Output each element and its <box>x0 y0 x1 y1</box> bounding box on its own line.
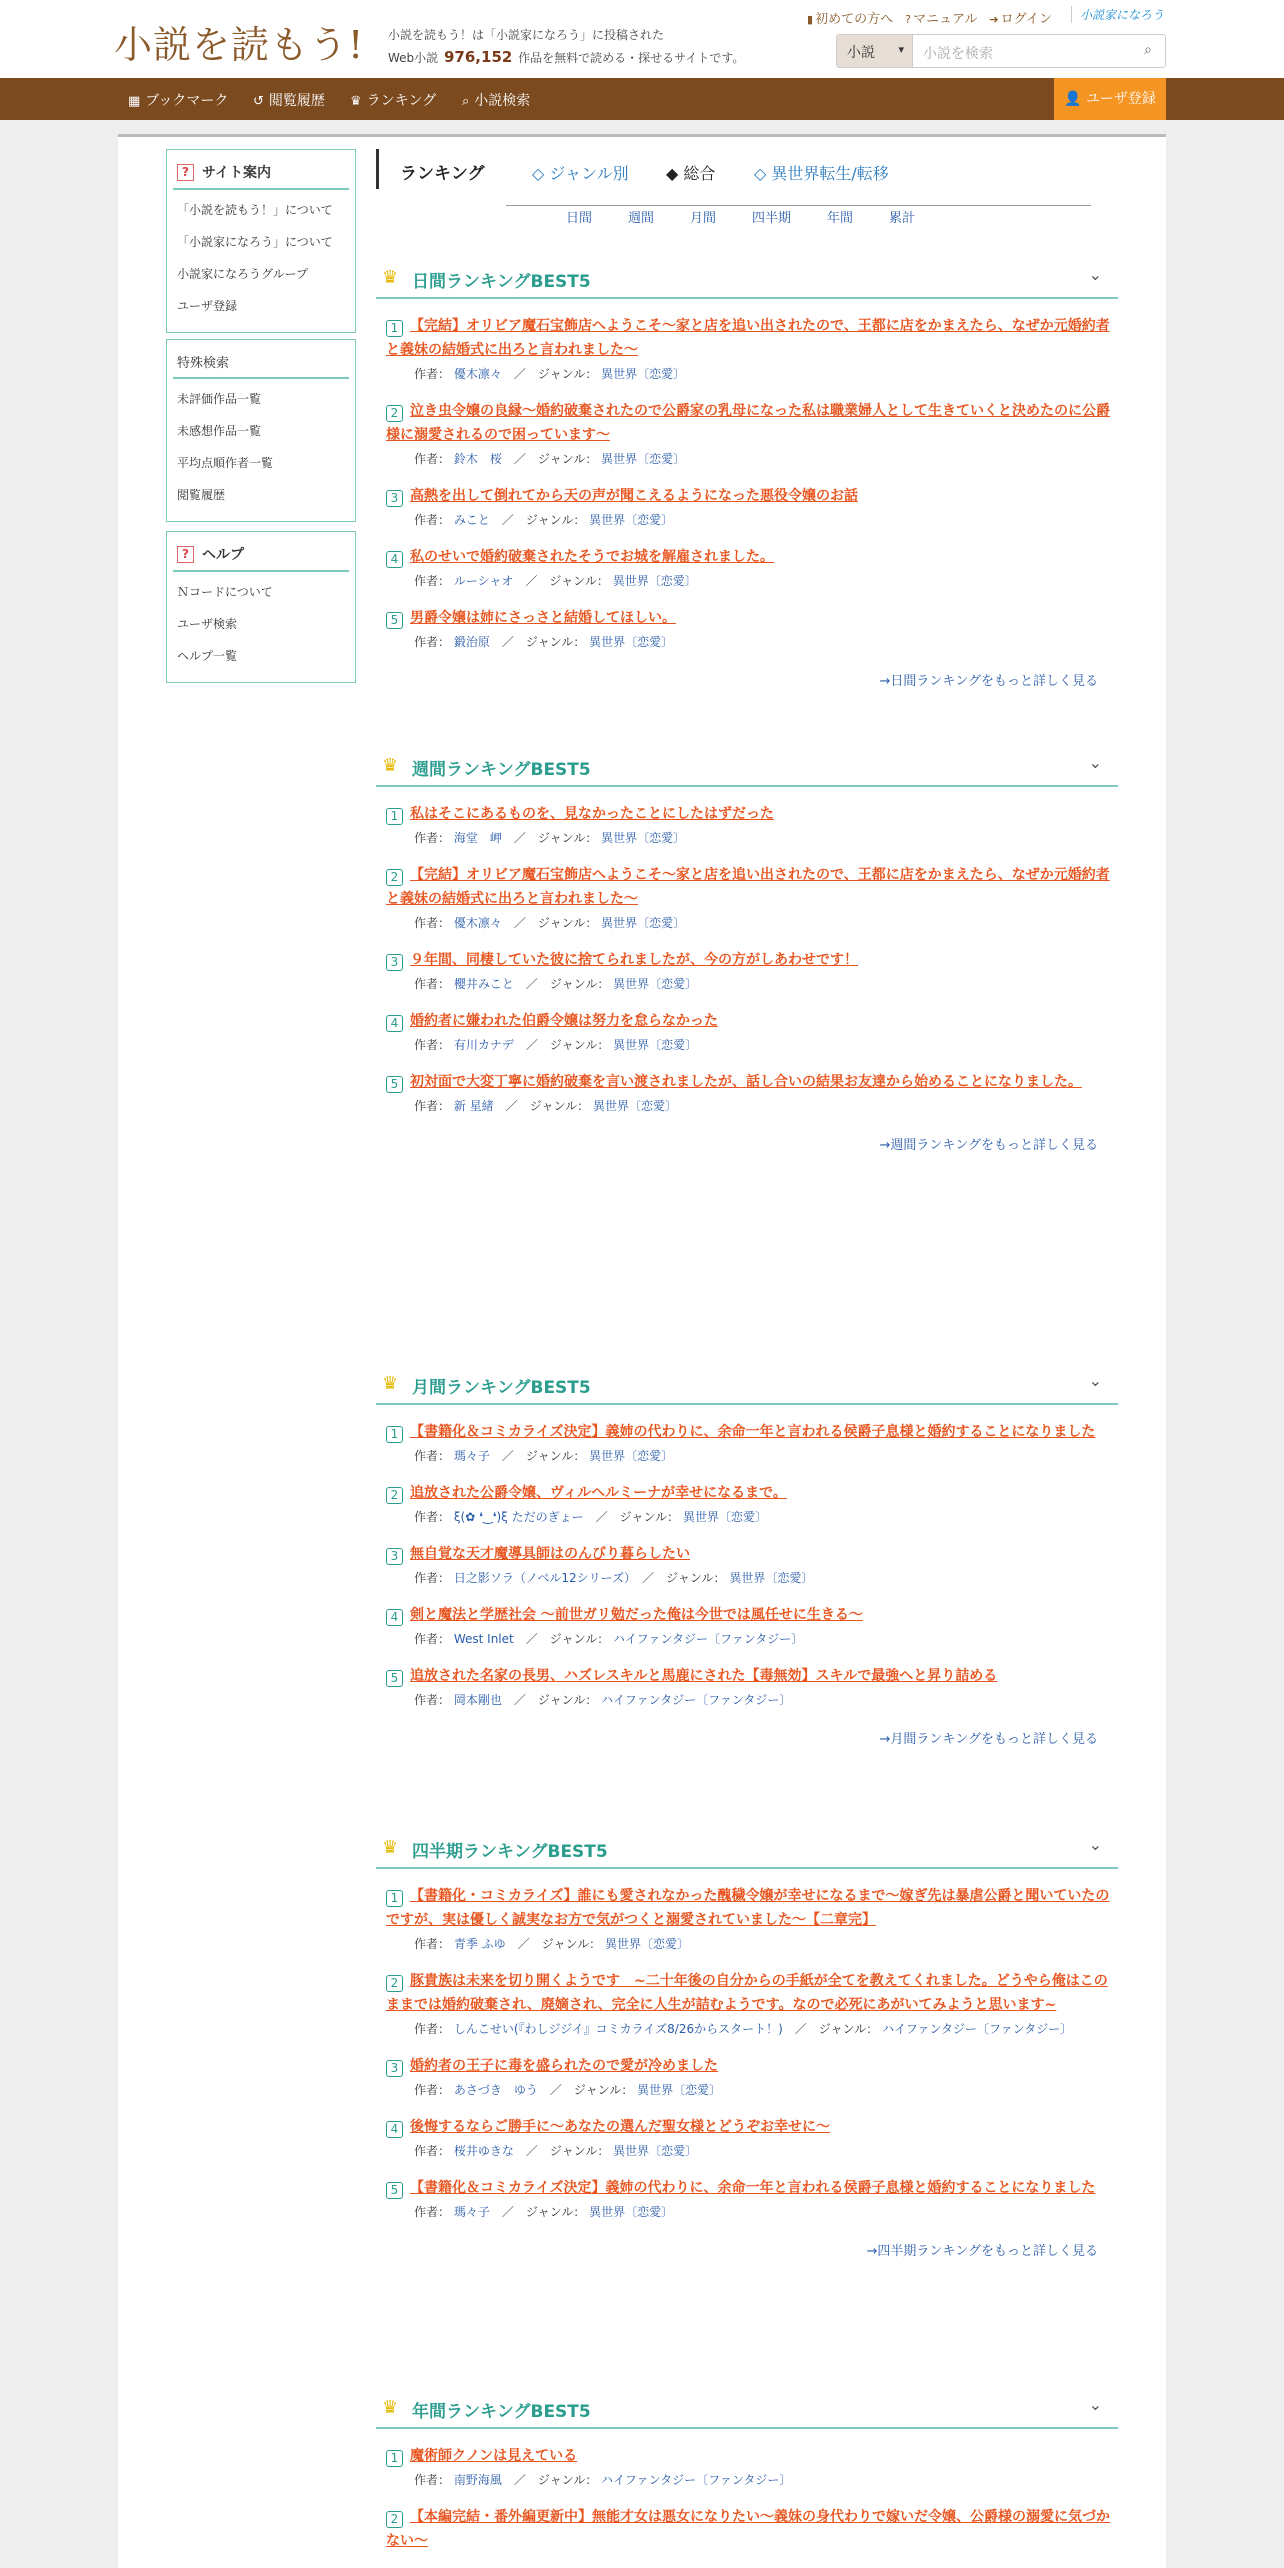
genre-label: ジャンル： <box>549 1632 610 1646</box>
user-icon: 👤 <box>1064 91 1086 107</box>
entry-meta: 作者： 優木凛々 ／ ジャンル： 異世界〔恋愛〕 <box>414 916 686 930</box>
site-header <box>0 0 1284 78</box>
novel-title-link[interactable]: 私はそこにあるものを、見なかったことにしたはずだった <box>410 806 774 822</box>
sidebar-item[interactable]: ユーザ検索 <box>177 617 238 631</box>
author-link[interactable]: あさづき ゆう <box>453 2083 538 2097</box>
section-title: 四半期ランキングBEST5 <box>412 1842 608 1862</box>
section-title: 年間ランキングBEST5 <box>412 2402 591 2422</box>
bookmark-icon: ▦ <box>128 94 141 109</box>
entry-meta: 作者： 瑪々子 ／ ジャンル： 異世界〔恋愛〕 <box>414 2205 674 2219</box>
logo-text: 小説を読もう! <box>114 23 365 67</box>
genre-link[interactable]: 異世界〔恋愛〕 <box>601 367 686 381</box>
genre-link[interactable]: 異世界〔恋愛〕 <box>613 2144 698 2158</box>
entry-meta: 作者： 南野海風 ／ ジャンル： ハイファンタジー〔ファンタジー〕 <box>414 2473 792 2487</box>
main-container <box>118 134 1166 2568</box>
ranking-entry <box>376 863 1118 933</box>
author-label: 作者： <box>414 1571 451 1585</box>
ranking-entry <box>376 1542 1118 1588</box>
chevron-down-icon[interactable]: ⌄ <box>1088 753 1102 772</box>
tagline-line1: 小説を読もう！は「小説家になろう」に投稿された <box>388 28 665 42</box>
entry-meta: 作者： あさづき ゆう ／ ジャンル： 異世界〔恋愛〕 <box>414 2083 722 2097</box>
ranking-entry <box>376 1969 1118 2039</box>
ranking-section <box>376 1825 1118 2259</box>
author-label: 作者： <box>414 2473 451 2487</box>
ranking-entry <box>376 1070 1118 1116</box>
sidebar-item[interactable]: 小説家になろうグループ <box>177 267 309 281</box>
crown-icon: ♛ <box>382 267 399 288</box>
chevron-down-icon: ▾ <box>898 43 904 56</box>
genre-link[interactable]: 異世界〔恋愛〕 <box>589 635 674 649</box>
link-label: 初めての方へ <box>815 12 894 27</box>
genre-label: ジャンル： <box>541 1937 602 1951</box>
section-header[interactable] <box>376 2385 1118 2429</box>
ranking-entry <box>376 948 1118 994</box>
narou-logo[interactable]: 小説家になろう <box>1071 6 1164 23</box>
genre-link[interactable]: 異世界〔恋愛〕 <box>589 1449 674 1463</box>
ranking-entry <box>376 1481 1118 1527</box>
rank-number: 2 <box>386 1487 403 1504</box>
genre-label: ジャンル： <box>525 1449 586 1463</box>
nav-ranking[interactable] <box>350 90 436 110</box>
ranking-section <box>376 2385 1118 2553</box>
entry-meta: 作者： 桜井ゆきな ／ ジャンル： 異世界〔恋愛〕 <box>414 2144 698 2158</box>
genre-label: ジャンル： <box>537 831 598 845</box>
login-icon: ➔ <box>989 13 999 26</box>
sidebar-item[interactable]: 「小説を読もう！」について <box>177 203 333 217</box>
search-button[interactable] <box>1131 35 1165 67</box>
ranking-entry <box>376 2115 1118 2161</box>
period-cumulative[interactable]: 累計 <box>889 211 916 226</box>
author-label: 作者： <box>414 916 451 930</box>
genre-link[interactable]: ハイファンタジー〔ファンタジー〕 <box>613 1632 804 1646</box>
genre-label: ジャンル： <box>818 2022 879 2036</box>
genre-link[interactable]: 異世界〔恋愛〕 <box>589 2205 674 2219</box>
more-ranking-link[interactable]: →月間ランキングをもっと詳しく見る <box>879 1732 1098 1747</box>
novel-title-link[interactable]: 男爵令嬢は姉にさっさと結婚してほしい。 <box>410 610 676 626</box>
ranking-entry <box>376 484 1118 530</box>
ranking-header <box>376 149 1096 191</box>
sidebar-item[interactable]: ヘルプ一覧 <box>177 649 238 663</box>
tab-overall[interactable]: ◆ 総合 <box>666 164 716 183</box>
register-label: ユーザ登録 <box>1085 91 1156 107</box>
search-icon: ⌕ <box>462 94 470 109</box>
link-beginners[interactable] <box>807 8 893 27</box>
period-weekly[interactable]: 週間 <box>628 211 655 226</box>
genre-link[interactable]: 異世界〔恋愛〕 <box>612 574 697 588</box>
author-link[interactable]: 優木凛々 <box>453 916 502 930</box>
ranking-entry <box>376 2176 1118 2222</box>
novel-title-link[interactable]: 【完結】オリビア魔石宝飾店へようこそ～家と店を追い出されたので、王都に店をかまえたら、なぜか元婚約者と義妹の結婚式に出ろと言われました～ <box>386 318 1110 358</box>
entry-meta: 作者： 青季 ふゆ ／ ジャンル： 異世界〔恋愛〕 <box>414 1937 689 1951</box>
novel-title-link[interactable]: 私のせいで婚約破棄されたそうでお城を解雇されました。 <box>410 549 774 565</box>
novel-title-link[interactable]: 【書籍化＆コミカライズ決定】義姉の代わりに、余命一年と言われる侯爵子息様と婚約することになりました <box>410 1424 1096 1440</box>
ranking-entry <box>376 545 1118 591</box>
main-nav <box>0 78 1284 120</box>
author-link[interactable]: 鍛治原 <box>453 635 490 649</box>
author-link[interactable]: 瑪々子 <box>453 2205 490 2219</box>
rank-number: 3 <box>386 954 403 971</box>
sidebar-help <box>166 531 356 683</box>
rank-number: 3 <box>386 1548 403 1565</box>
author-label: 作者： <box>414 574 451 588</box>
author-link[interactable]: 瑪々子 <box>453 1449 490 1463</box>
ranking-entry <box>376 1009 1118 1055</box>
author-link[interactable]: 新 星緒 <box>453 1099 494 1113</box>
genre-link[interactable]: ハイファンタジー〔ファンタジー〕 <box>601 2473 792 2487</box>
sidebar-item[interactable]: 閲覧履歴 <box>177 488 226 502</box>
crown-icon: ♛ <box>382 2397 399 2418</box>
nav-label: 小説検索 <box>474 93 531 109</box>
author-link[interactable]: 櫻井みこと <box>453 977 514 991</box>
sidebar-item[interactable]: Ｎコードについて <box>177 585 273 599</box>
tagline-suffix: 作品を無料で読める・探せるサイトです。 <box>518 51 745 65</box>
search-icon: ⌕ <box>1144 42 1152 58</box>
rank-number: 1 <box>386 808 403 825</box>
genre-link[interactable]: 異世界〔恋愛〕 <box>604 1937 689 1951</box>
genre-link[interactable]: 異世界〔恋愛〕 <box>682 1510 767 1524</box>
tab-isekai[interactable]: ◇ 異世界転生/転移 <box>754 164 889 183</box>
genre-label: ジャンル： <box>666 1571 726 1585</box>
section-title: 日間ランキングBEST5 <box>412 272 591 292</box>
rank-number: 4 <box>386 1609 403 1626</box>
crown-icon: ♛ <box>382 1837 399 1858</box>
genre-label: ジャンル： <box>525 635 586 649</box>
nav-label: ランキング <box>366 93 437 109</box>
crown-icon: ♛ <box>382 1373 399 1394</box>
rank-number: 5 <box>386 1670 403 1687</box>
entry-meta: 作者： 鈴木 桜 ／ ジャンル： 異世界〔恋愛〕 <box>414 452 686 466</box>
nav-label: 閲覧履歴 <box>268 93 325 109</box>
ranking-entry <box>376 1664 1118 1710</box>
author-link[interactable]: ルーシャオ <box>453 574 514 588</box>
period-yearly[interactable]: 年間 <box>827 211 854 226</box>
author-label: 作者： <box>414 513 451 527</box>
genre-label: ジャンル： <box>549 977 610 991</box>
author-link[interactable]: みこと <box>453 513 490 527</box>
genre-link[interactable]: 異世界〔恋愛〕 <box>589 513 674 527</box>
rank-number: 3 <box>386 490 403 507</box>
question-icon: ? <box>177 546 194 563</box>
ranking-entry <box>376 2505 1118 2553</box>
genre-label: ジャンル： <box>537 1693 598 1707</box>
author-label: 作者： <box>414 1038 451 1052</box>
author-label: 作者： <box>414 2144 451 2158</box>
author-label: 作者： <box>414 1099 451 1113</box>
author-link[interactable]: 日之影ソラ（ノベル12シリーズ） <box>453 1571 631 1585</box>
entry-meta: 作者： みこと ／ ジャンル： 異世界〔恋愛〕 <box>414 513 674 527</box>
sidebar-item[interactable]: 平均点順作者一覧 <box>177 456 274 470</box>
ranking-entry <box>376 802 1118 848</box>
novel-title-link[interactable]: 豚貴族は未来を切り開くようです ~二十年後の自分からの手紙が全てを教えてくれました。どうやら俺はこのままでは婚約破棄され、廃嫡され、完全に人生が詰むようです。なので必死にあがいてみようと思います~ <box>386 1973 1108 2013</box>
search-input[interactable]: 小説を検索 <box>923 46 993 62</box>
link-manual[interactable] <box>905 8 977 27</box>
genre-link[interactable]: 異世界〔恋愛〕 <box>637 2083 722 2097</box>
novel-title-link[interactable]: 婚約者に嫌われた伯爵令嬢は努力を怠らなかった <box>410 1013 718 1029</box>
ranking-entry <box>376 1603 1118 1649</box>
nav-history[interactable] <box>253 90 325 110</box>
genre-link[interactable]: 異世界〔恋愛〕 <box>613 1038 698 1052</box>
author-label: 作者： <box>414 2083 451 2097</box>
author-label: 作者： <box>414 1449 451 1463</box>
novel-title-link[interactable]: 剣と魔法と学歴社会 〜前世ガリ勉だった俺は今世では風任せに生きる〜 <box>410 1607 863 1623</box>
sidebar-heading <box>173 540 349 572</box>
entry-meta: 作者： 鍛治原 ／ ジャンル： 異世界〔恋愛〕 <box>414 635 674 649</box>
entry-meta: 作者： ルーシャオ ／ ジャンル： 異世界〔恋愛〕 <box>414 574 697 588</box>
chevron-down-icon[interactable]: ⌄ <box>1088 1371 1102 1390</box>
genre-label: ジャンル： <box>537 2473 598 2487</box>
rank-number: 5 <box>386 2182 403 2199</box>
genre-link[interactable]: 異世界〔恋愛〕 <box>601 831 686 845</box>
crown-icon: ♛ <box>382 755 399 776</box>
novel-title-link[interactable]: ９年間、同棲していた彼に捨てられましたが、今の方がしあわせです！ <box>410 952 858 968</box>
ranking-section <box>376 255 1118 689</box>
entry-meta: 作者： 新 星緒 ／ ジャンル： 異世界〔恋愛〕 <box>414 1099 677 1113</box>
genre-link[interactable]: 異世界〔恋愛〕 <box>601 452 686 466</box>
entry-meta: 作者： ξ(✿ ❛‿❛)ξ ただのぎょー ／ ジャンル： 異世界〔恋愛〕 <box>414 1510 767 1524</box>
author-link[interactable]: ξ(✿ ❛‿❛)ξ ただのぎょー <box>453 1510 584 1524</box>
author-label: 作者： <box>414 452 451 466</box>
rank-number: 1 <box>386 2450 403 2467</box>
genre-label: ジャンル： <box>537 916 598 930</box>
novel-title-link[interactable]: 【本編完結・番外編更新中】無能才女は悪女になりたい～義妹の身代わりで嫁いだ令嬢、公爵様の溺愛に気づかない～ <box>386 2509 1110 2549</box>
author-link[interactable]: 青季 ふゆ <box>453 1937 506 1951</box>
heading-bar <box>376 149 379 189</box>
author-link[interactable]: しんこせい(『わしジジイ』コミカライズ8/26からスタート！) <box>453 2022 783 2036</box>
ranking-section <box>376 1361 1118 1747</box>
genre-label: ジャンル： <box>549 574 609 588</box>
genre-label: ジャンル： <box>525 513 586 527</box>
rank-number: 5 <box>386 1076 403 1093</box>
sidebar-title: 特殊検索 <box>177 356 230 371</box>
rank-number: 2 <box>386 869 403 886</box>
rank-number: 1 <box>386 1890 403 1907</box>
sidebar-item[interactable]: 未評価作品一覧 <box>177 392 262 406</box>
author-link[interactable]: 海堂 岬 <box>453 831 502 845</box>
entry-meta: 作者： 有川カナデ ／ ジャンル： 異世界〔恋愛〕 <box>414 1038 698 1052</box>
link-label: マニュアル <box>912 12 978 27</box>
author-link[interactable]: 優木凛々 <box>453 367 502 381</box>
rank-number: 3 <box>386 2060 403 2077</box>
entry-meta: 作者： 海堂 岬 ／ ジャンル： 異世界〔恋愛〕 <box>414 831 686 845</box>
entry-meta: 作者： 櫻井みこと ／ ジャンル： 異世界〔恋愛〕 <box>414 977 698 991</box>
section-title: 週間ランキングBEST5 <box>412 760 591 780</box>
ranking-title: ランキング <box>400 164 485 184</box>
crown-icon: ♛ <box>350 94 362 109</box>
book-icon: ▮ <box>807 13 814 26</box>
ranking-entry <box>376 1420 1118 1466</box>
genre-label: ジャンル： <box>549 2144 610 2158</box>
sidebar-item[interactable]: ユーザ登録 <box>177 299 238 313</box>
novel-title-link[interactable]: 無自覚な天才魔導具師はのんびり暮らしたい <box>410 1546 690 1562</box>
novel-title-link[interactable]: 婚約者の王子に毒を盛られたので愛が冷めました <box>410 2058 718 2074</box>
help-icon: ? <box>905 13 911 26</box>
author-label: 作者： <box>414 635 451 649</box>
nav-label: ブックマーク <box>145 93 229 109</box>
register-button[interactable] <box>1054 78 1166 120</box>
genre-label: ジャンル： <box>549 1038 610 1052</box>
chevron-down-icon[interactable]: ⌄ <box>1088 2395 1102 2414</box>
search-bar <box>836 34 1166 68</box>
nav-search[interactable] <box>462 90 530 110</box>
sidebar-heading <box>173 158 349 190</box>
sidebar-title: ヘルプ <box>202 547 244 563</box>
author-label: 作者： <box>414 367 451 381</box>
genre-label: ジャンル： <box>525 2205 586 2219</box>
author-label: 作者： <box>414 977 451 991</box>
author-label: 作者： <box>414 831 451 845</box>
ranking-entry <box>376 2054 1118 2100</box>
chevron-down-icon[interactable]: ⌄ <box>1088 1835 1102 1854</box>
search-type-select[interactable] <box>837 35 913 67</box>
author-link[interactable]: 桜井ゆきな <box>453 2144 514 2158</box>
link-login[interactable] <box>989 8 1052 27</box>
tab-genre[interactable]: ◇ ジャンル別 <box>532 164 629 183</box>
section-header[interactable] <box>376 255 1118 299</box>
top-links <box>807 8 1052 27</box>
author-label: 作者： <box>414 1937 451 1951</box>
section-header[interactable] <box>376 1825 1118 1869</box>
novel-title-link[interactable]: 高熱を出して倒れてから天の声が聞こえるようになった悪役令嬢のお話 <box>410 488 858 504</box>
genre-link[interactable]: 異世界〔恋愛〕 <box>613 977 698 991</box>
rank-number: 1 <box>386 1426 403 1443</box>
period-daily[interactable]: 日間 <box>566 211 593 226</box>
author-link[interactable]: 岡本剛也 <box>453 1693 502 1707</box>
entry-meta: 作者： 日之影ソラ（ノベル12シリーズ） ／ ジャンル： 異世界〔恋愛〕 <box>414 1571 814 1585</box>
tagline-prefix: Web小説 <box>388 51 439 65</box>
rank-number: 4 <box>386 1015 403 1032</box>
author-link[interactable]: West Inlet <box>453 1632 514 1646</box>
site-tagline <box>388 24 744 69</box>
history-icon: ↺ <box>253 94 264 109</box>
ranking-section <box>376 743 1118 1153</box>
sidebar-item[interactable]: 「小説家になろう」について <box>177 235 333 249</box>
novel-title-link[interactable]: 初対面で大変丁寧に婚約破棄を言い渡されましたが、話し合いの結果お友達から始めることになりました。 <box>410 1074 1082 1090</box>
more-ranking-link[interactable]: →四半期ランキングをもっと詳しく見る <box>866 2244 1098 2259</box>
sidebar-heading <box>173 348 349 379</box>
novel-title-link[interactable]: 【書籍化＆コミカライズ決定】義姉の代わりに、余命一年と言われる侯爵子息様と婚約することになりました <box>410 2180 1096 2196</box>
novel-title-link[interactable]: 魔術師クノンは見えている <box>410 2448 578 2464</box>
section-header[interactable] <box>376 1361 1118 1405</box>
more-ranking-link[interactable]: →日間ランキングをもっと詳しく見る <box>879 674 1098 689</box>
entry-meta: 作者： 瑪々子 ／ ジャンル： 異世界〔恋愛〕 <box>414 1449 674 1463</box>
novel-title-link[interactable]: 後悔するならご勝手に～あなたの選んだ聖女様とどうぞお幸せに～ <box>410 2119 830 2135</box>
period-links <box>376 207 1118 231</box>
rank-number: 1 <box>386 320 403 337</box>
rank-number: 2 <box>386 1975 403 1992</box>
author-label: 作者： <box>414 1510 451 1524</box>
author-link[interactable]: 南野海風 <box>453 2473 502 2487</box>
author-label: 作者： <box>414 2022 451 2036</box>
more-ranking-link[interactable]: →週間ランキングをもっと詳しく見る <box>879 1138 1098 1153</box>
genre-label: ジャンル： <box>537 367 598 381</box>
ranking-entry <box>376 314 1118 384</box>
section-title: 月間ランキングBEST5 <box>412 1378 591 1398</box>
novel-title-link[interactable]: 【書籍化・コミカライズ】誰にも愛されなかった醜穢令嬢が幸せになるまで〜嫁ぎ先は暴虐公爵と聞いていたのですが、実は優しく誠実なお方で気がつくと溺愛されていました〜【二章完】 <box>386 1888 1110 1928</box>
sidebar-title: サイト案内 <box>202 165 272 181</box>
author-label: 作者： <box>414 1632 451 1646</box>
genre-label: ジャンル： <box>537 452 598 466</box>
sidebar-special-search <box>166 339 356 522</box>
genre-label: ジャンル： <box>573 2083 634 2097</box>
period-monthly[interactable]: 月間 <box>690 211 717 226</box>
genre-link[interactable]: 異世界〔恋愛〕 <box>729 1571 814 1585</box>
genre-label: ジャンル： <box>619 1510 680 1524</box>
novel-title-link[interactable]: 泣き虫令嬢の良縁〜婚約破棄されたので公爵家の乳母になった私は職業婦人として生きていくと決めたのに公爵様に溺愛されるので困っています〜 <box>386 403 1110 443</box>
question-icon: ? <box>177 164 194 181</box>
author-label: 作者： <box>414 2205 451 2219</box>
rank-number: 2 <box>386 405 403 422</box>
rank-number: 4 <box>386 2121 403 2138</box>
ranking-entry <box>376 2444 1118 2490</box>
rank-number: 5 <box>386 612 403 629</box>
genre-link[interactable]: 異世界〔恋愛〕 <box>601 916 686 930</box>
author-link[interactable]: 鈴木 桜 <box>453 452 502 466</box>
tab-underline <box>506 205 1091 206</box>
entry-meta: 作者： West Inlet ／ ジャンル： ハイファンタジー〔ファンタジー〕 <box>414 1632 804 1646</box>
sidebar-site-guide <box>166 149 356 333</box>
entry-meta: 作者： 岡本剛也 ／ ジャンル： ハイファンタジー〔ファンタジー〕 <box>414 1693 792 1707</box>
rank-number: 2 <box>386 2511 403 2528</box>
work-count: 976,152 <box>444 48 513 66</box>
novel-title-link[interactable]: 追放された名家の長男、ハズレスキルと馬鹿にされた【毒無効】スキルで最強へと昇り詰める <box>410 1668 998 1684</box>
novel-title-link[interactable]: 【完結】オリビア魔石宝飾店へようこそ～家と店を追い出されたので、王都に店をかまえたら、なぜか元婚約者と義妹の結婚式に出ろと言われました～ <box>386 867 1110 907</box>
genre-label: ジャンル： <box>529 1099 590 1113</box>
ranking-entry <box>376 606 1118 652</box>
period-quarterly[interactable]: 四半期 <box>752 211 792 226</box>
genre-link[interactable]: ハイファンタジー〔ファンタジー〕 <box>882 2022 1073 2036</box>
search-type-value: 小説 <box>847 45 875 61</box>
site-logo[interactable] <box>114 14 364 69</box>
chevron-down-icon[interactable]: ⌄ <box>1088 265 1102 284</box>
entry-meta: 作者： しんこせい(『わしジジイ』コミカライズ8/26からスタート！) ／ ジャンル： ハイファンタジー〔ファンタジー〕 <box>414 2022 1073 2036</box>
genre-link[interactable]: ハイファンタジー〔ファンタジー〕 <box>601 1693 792 1707</box>
novel-title-link[interactable]: 追放された公爵令嬢、ヴィルヘルミーナが幸せになるまで。 <box>410 1485 787 1501</box>
rank-number: 4 <box>386 551 403 568</box>
ranking-entry <box>376 1884 1118 1954</box>
genre-link[interactable]: 異世界〔恋愛〕 <box>592 1099 677 1113</box>
nav-bookmark[interactable] <box>128 90 228 110</box>
entry-meta: 作者： 優木凛々 ／ ジャンル： 異世界〔恋愛〕 <box>414 367 686 381</box>
sidebar-item[interactable]: 未感想作品一覧 <box>177 424 262 438</box>
author-link[interactable]: 有川カナデ <box>453 1038 514 1052</box>
ranking-entry <box>376 399 1118 469</box>
author-label: 作者： <box>414 1693 451 1707</box>
link-label: ログイン <box>1000 12 1052 27</box>
section-header[interactable] <box>376 743 1118 787</box>
